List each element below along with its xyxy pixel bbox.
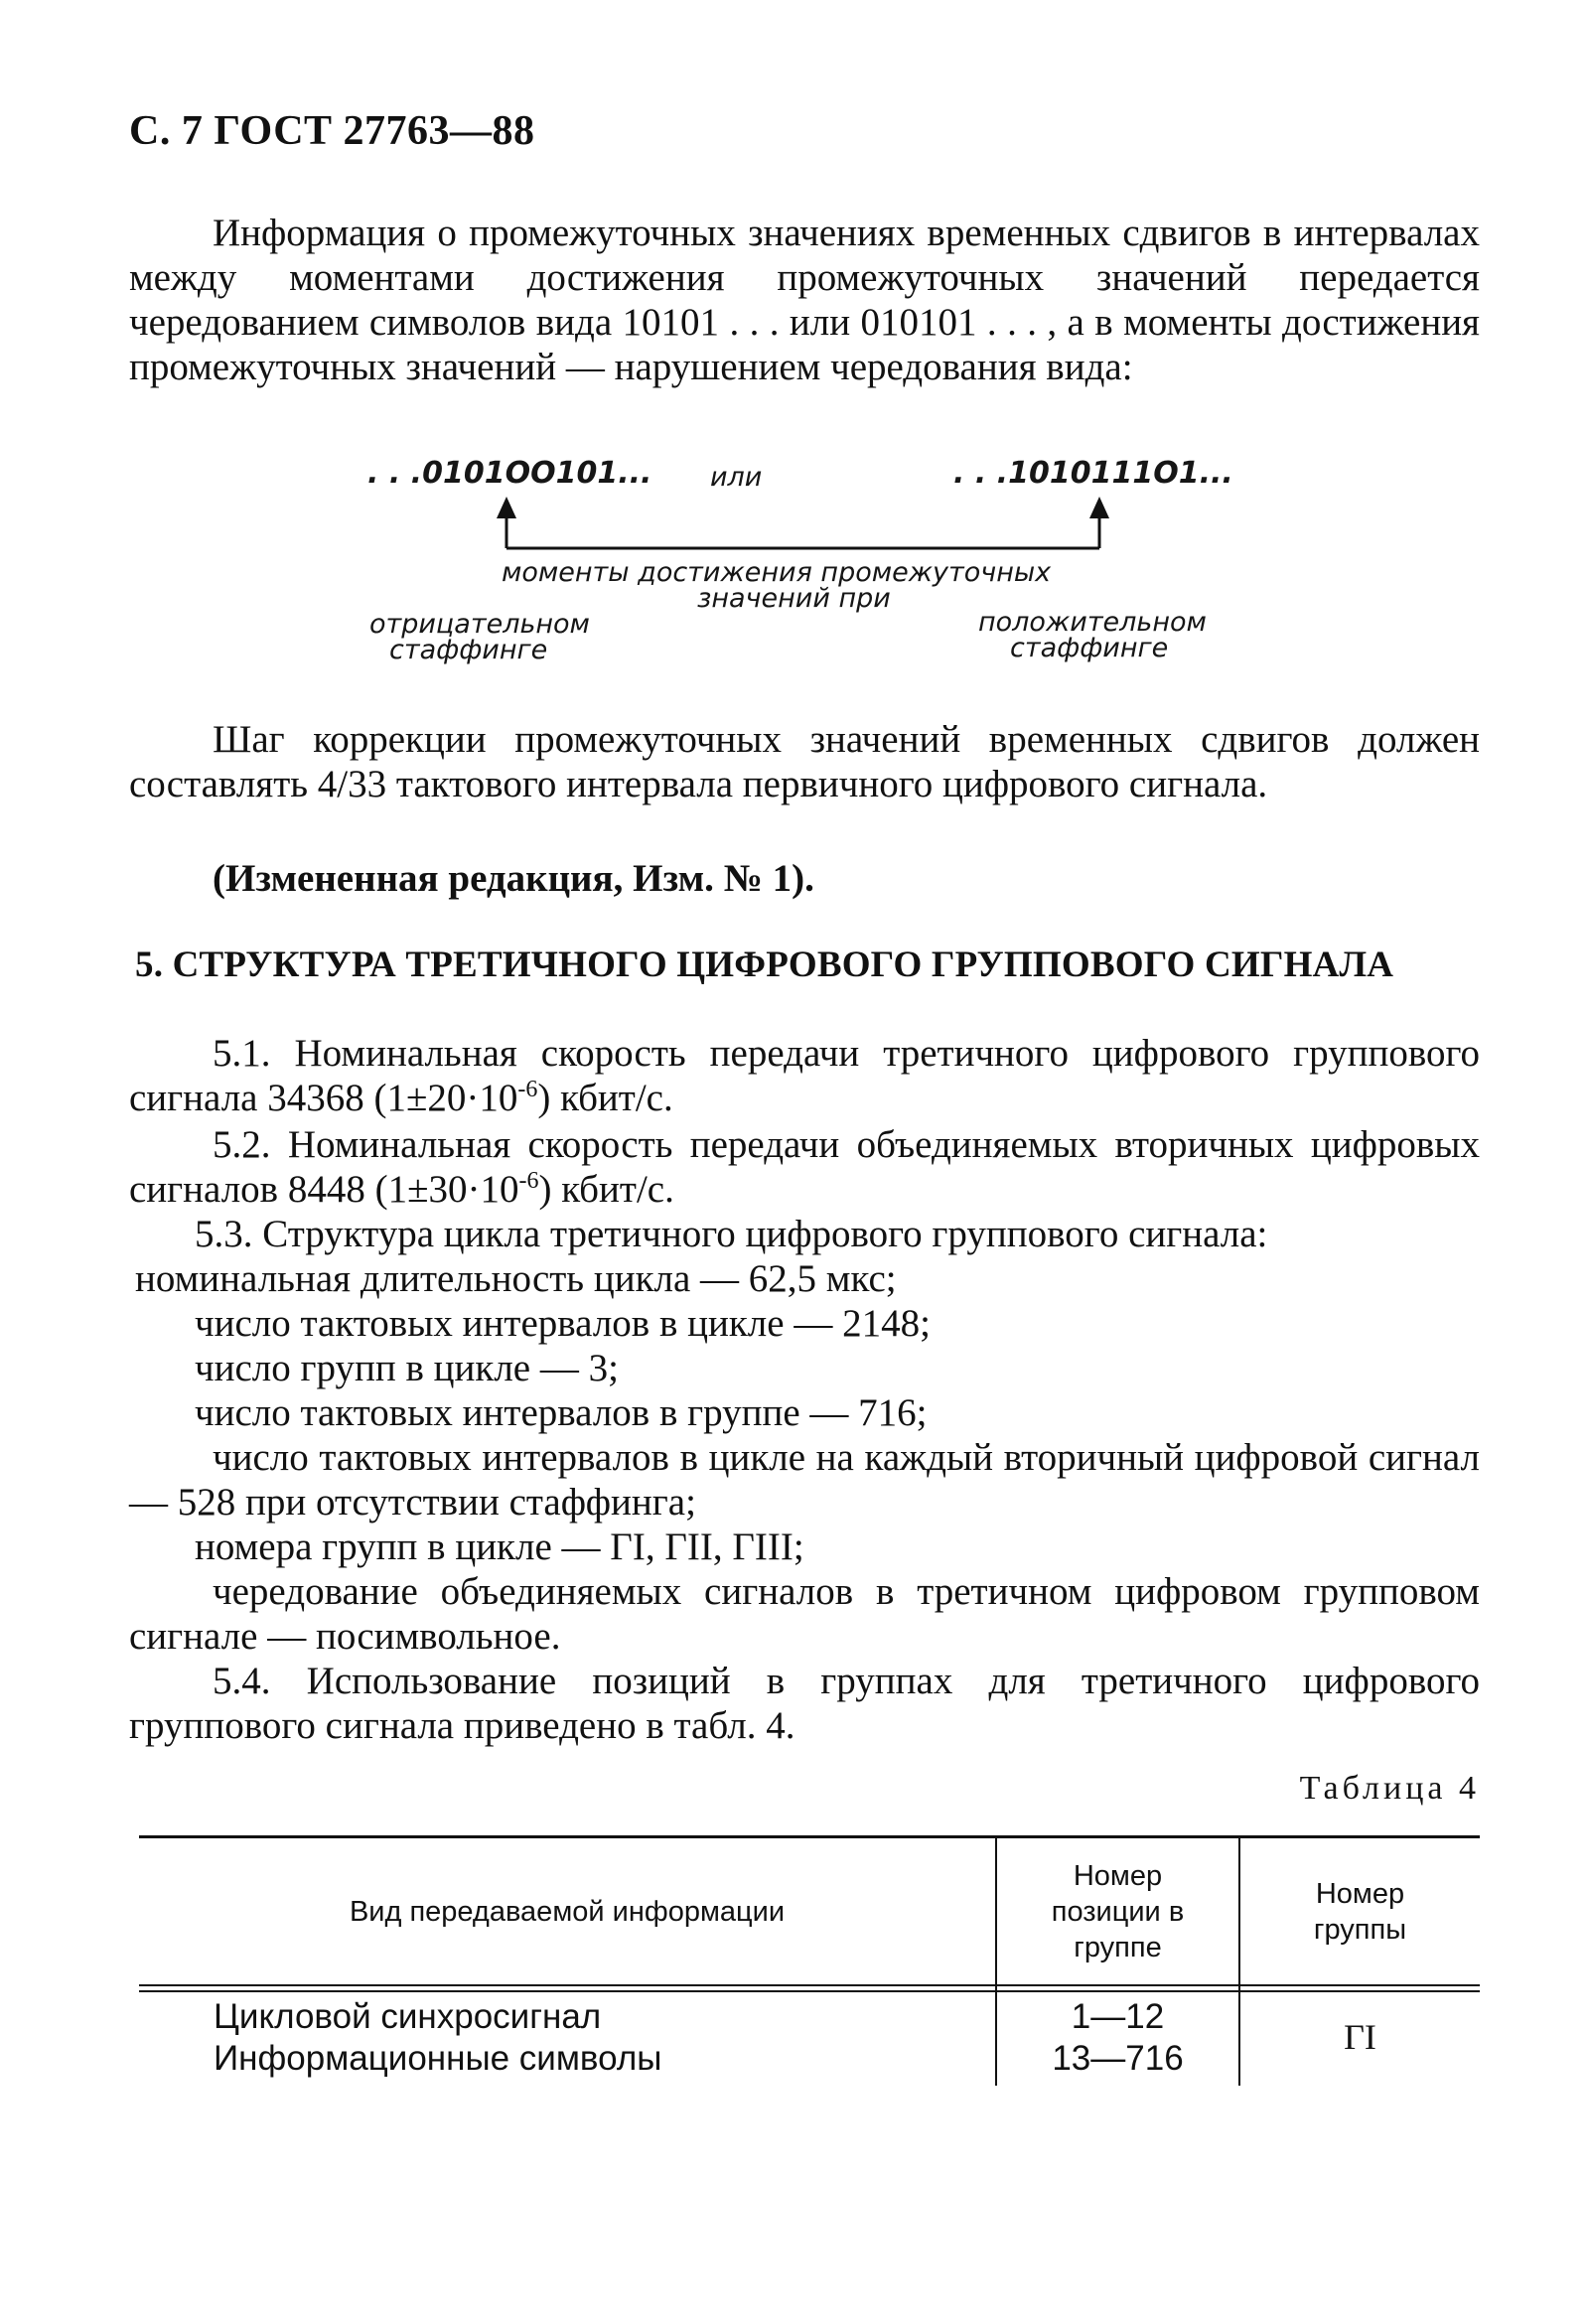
table-header-rule-1: [139, 1984, 1480, 1986]
section-title: 5. СТРУКТУРА ТРЕТИЧНОГО ЦИФРОВОГО ГРУППОВОГО СИГНАЛА: [135, 944, 1394, 985]
scheme-right-sequence: . . .1010111О1...: [953, 456, 1233, 491]
frame-intervals-line: число тактовых интервалов в цикле — 2148;: [195, 1302, 931, 1345]
amendment-note: (Измененная редакция, Изм. № 1).: [213, 857, 814, 900]
header-position-line3: группе: [1074, 1932, 1162, 1963]
paragraph-5-1: [129, 1031, 1480, 1120]
scheme-left-label-line2: стаффинге: [389, 635, 548, 665]
scheme-left-label-line1: отрицательном: [369, 609, 590, 640]
scheme-left-sequence: . . .0101ОО101...: [367, 456, 652, 491]
header-position: [997, 1839, 1238, 1984]
paragraph-5-4: 5.4. Использование позиций в группах для третичного цифрового группового сигнала приведено в табл. 4.: [129, 1660, 1480, 1747]
row-2-info: Информационные символы: [214, 2039, 662, 2078]
header-info-type: Вид передаваемой информации: [349, 1896, 786, 1928]
group-cell: ГI: [1344, 2017, 1376, 2057]
header-position-line2: позиции в: [1051, 1896, 1185, 1928]
header-position-line1: Номер: [1073, 1860, 1163, 1892]
header-group: [1240, 1839, 1480, 1984]
paragraph-5-3-head: 5.3. Структура цикла третичного цифрового группового сигнала:: [195, 1213, 1268, 1255]
page-header: С. 7 ГОСТ 27763—88: [129, 108, 535, 154]
header-group-line2: группы: [1313, 1914, 1407, 1946]
paragraph-5-2: [129, 1122, 1480, 1212]
p51-exponent: -6: [517, 1077, 538, 1102]
header-group-line1: Номер: [1315, 1878, 1405, 1910]
scheme-caption-line2: значений при: [697, 583, 891, 614]
table-header-rule-2: [139, 1990, 1480, 1992]
scheme-right-label-line1: положительном: [978, 607, 1207, 638]
p51-text: 5.1. Номинальная скорость передачи третичного цифрового группового сигнала 34368 (1±20·10: [129, 1032, 1480, 1119]
p52-tail: ) кбит/с.: [538, 1168, 674, 1211]
p51-tail: ) кбит/с.: [537, 1077, 673, 1119]
scheme-connector: или: [710, 462, 763, 493]
frame-duration-line: номинальная длительность цикла — 62,5 мкс;: [135, 1257, 897, 1300]
intro-paragraph: Информация о промежуточных значениях временных сдвигов в интервалах между моментами достижения промежуточных значений передается чередованием символов вида 10101 . . . или 010101 . . . , а в моменты достижения промежуточных значений — нарушением чередования вида:: [129, 212, 1480, 388]
alternation-paragraph: чередование объединяемых сигналов в третичном цифровом групповом сигнале — посимвольное.: [129, 1570, 1480, 1658]
frame-groups-line: число групп в цикле — 3;: [195, 1347, 619, 1389]
group-intervals-line: число тактовых интервалов в группе — 716;: [195, 1391, 928, 1434]
row-1-info: Цикловой синхросигнал: [214, 1997, 602, 2036]
p52-text: 5.2. Номинальная скорость передачи объединяемых вторичных цифровых сигналов 8448 (1±30·10: [129, 1123, 1480, 1211]
scheme-right-label-line2: стаффинге: [1010, 633, 1169, 663]
table-top-rule: [139, 1835, 1480, 1838]
correction-paragraph: Шаг коррекции промежуточных значений временных сдвигов должен составлять 4/33 тактового интервала первичного цифрового сигнала.: [129, 718, 1480, 805]
row-2-position: 13—716: [1052, 2039, 1184, 2078]
scheme-caption-line1: моменты достижения промежуточных: [502, 557, 1052, 588]
p52-exponent: -6: [518, 1168, 539, 1194]
table-caption: Таблица 4: [1299, 1770, 1480, 1807]
row-1-position: 1—12: [1071, 1997, 1165, 2036]
secondary-intervals-paragraph: число тактовых интервалов в цикле на каждый вторичный цифровой сигнал — 528 при отсутствии стаффинга;: [129, 1436, 1480, 1524]
group-numbers-line: номера групп в цикле — ГI, ГII, ГIII;: [195, 1525, 804, 1568]
